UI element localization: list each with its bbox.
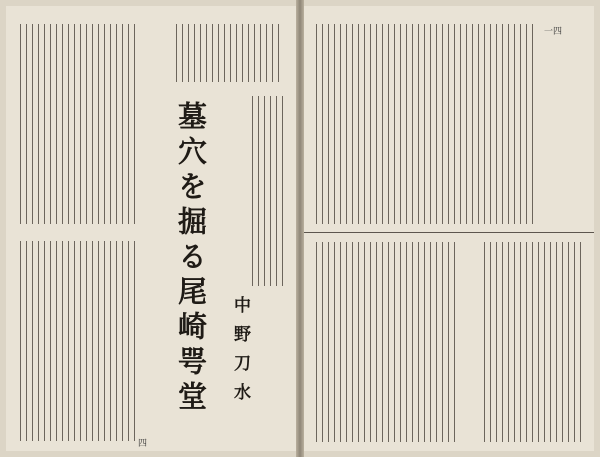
text-column [74, 24, 75, 224]
text-column [282, 96, 283, 286]
text-column [412, 24, 413, 224]
text-column [328, 24, 329, 224]
text-column [26, 24, 27, 224]
text-column [62, 241, 63, 441]
text-column [110, 24, 111, 224]
text-column [496, 242, 497, 442]
text-column [128, 241, 129, 441]
text-column [442, 24, 443, 224]
text-column [56, 24, 57, 224]
text-column [98, 241, 99, 441]
text-column [224, 24, 225, 82]
right-page-number: 一四 [544, 27, 563, 37]
text-column [272, 24, 273, 82]
text-column [382, 24, 383, 224]
text-column [526, 242, 527, 442]
text-column [322, 242, 323, 442]
text-column [508, 242, 509, 442]
text-column [176, 24, 177, 82]
text-column [376, 24, 377, 224]
text-column [104, 24, 105, 224]
text-column [520, 24, 521, 224]
text-column [110, 241, 111, 441]
text-column [254, 24, 255, 82]
text-column [340, 242, 341, 442]
text-column [182, 24, 183, 82]
text-column [358, 242, 359, 442]
text-column [436, 242, 437, 442]
text-column [258, 96, 259, 286]
text-column [68, 241, 69, 441]
text-column [38, 241, 39, 441]
text-column [364, 24, 365, 224]
text-column [562, 242, 563, 442]
text-column [104, 241, 105, 441]
text-column [56, 241, 57, 441]
text-column [418, 24, 419, 224]
text-column [134, 241, 135, 441]
text-column [394, 242, 395, 442]
text-column [264, 96, 265, 286]
text-column [206, 24, 207, 82]
text-column [508, 24, 509, 224]
text-column [334, 242, 335, 442]
text-column [134, 24, 135, 224]
text-column [538, 242, 539, 442]
text-column [406, 24, 407, 224]
text-column [502, 24, 503, 224]
text-column [370, 24, 371, 224]
text-column [412, 242, 413, 442]
text-column [122, 24, 123, 224]
right-page [304, 6, 594, 451]
text-column [80, 241, 81, 441]
text-column [454, 24, 455, 224]
article-title: 墓穴を掘る尾崎咢堂 [174, 101, 208, 416]
text-column [230, 24, 231, 82]
text-column [448, 24, 449, 224]
text-column [98, 24, 99, 224]
text-column [388, 242, 389, 442]
text-column [496, 24, 497, 224]
text-column [514, 242, 515, 442]
text-column [490, 242, 491, 442]
text-column [212, 24, 213, 82]
text-column [430, 24, 431, 224]
text-column [276, 96, 277, 286]
left-page-number: 四 [138, 439, 148, 449]
text-column [92, 241, 93, 441]
text-column [466, 24, 467, 224]
text-column [340, 24, 341, 224]
text-column [316, 242, 317, 442]
text-column [532, 24, 533, 224]
text-column [358, 24, 359, 224]
text-column [252, 96, 253, 286]
text-column [406, 242, 407, 442]
text-column [532, 242, 533, 442]
text-column [442, 242, 443, 442]
text-column [86, 24, 87, 224]
text-column [574, 242, 575, 442]
text-column [188, 24, 189, 82]
text-column [270, 96, 271, 286]
text-column [400, 242, 401, 442]
text-column [556, 242, 557, 442]
text-column [370, 242, 371, 442]
text-column [484, 242, 485, 442]
text-column [38, 24, 39, 224]
text-column [490, 24, 491, 224]
text-column [116, 241, 117, 441]
text-column [472, 24, 473, 224]
text-column [364, 242, 365, 442]
text-column [80, 24, 81, 224]
text-column [550, 242, 551, 442]
text-column [50, 24, 51, 224]
text-column [424, 242, 425, 442]
text-column [278, 24, 279, 82]
text-column [62, 24, 63, 224]
text-column [26, 241, 27, 441]
text-column [218, 24, 219, 82]
text-column [514, 24, 515, 224]
text-column [400, 24, 401, 224]
text-column [236, 24, 237, 82]
text-column [454, 242, 455, 442]
text-column [568, 242, 569, 442]
text-column [50, 241, 51, 441]
text-column [44, 241, 45, 441]
gutter [296, 0, 304, 457]
text-column [68, 24, 69, 224]
text-column [424, 24, 425, 224]
text-column [418, 242, 419, 442]
text-column [388, 24, 389, 224]
text-column [32, 24, 33, 224]
text-column [460, 24, 461, 224]
text-column [20, 241, 21, 441]
text-column [194, 24, 195, 82]
text-column [328, 242, 329, 442]
text-column [382, 242, 383, 442]
text-column [122, 241, 123, 441]
text-column [544, 242, 545, 442]
text-column [580, 242, 581, 442]
text-column [436, 24, 437, 224]
text-column [484, 24, 485, 224]
section-divider [304, 232, 594, 233]
text-column [316, 24, 317, 224]
text-column [448, 242, 449, 442]
text-column [128, 24, 129, 224]
text-column [334, 24, 335, 224]
text-column [260, 24, 261, 82]
text-column [92, 24, 93, 224]
text-column [430, 242, 431, 442]
text-column [242, 24, 243, 82]
text-column [74, 241, 75, 441]
text-column [266, 24, 267, 82]
text-column [478, 24, 479, 224]
text-column [116, 24, 117, 224]
text-column [86, 241, 87, 441]
text-column [20, 24, 21, 224]
text-column [32, 241, 33, 441]
text-column [44, 24, 45, 224]
left-page [6, 6, 296, 451]
text-column [352, 242, 353, 442]
article-author: 中野刀水 [230, 296, 250, 412]
text-column [352, 24, 353, 224]
text-column [526, 24, 527, 224]
text-column [248, 24, 249, 82]
text-column [200, 24, 201, 82]
text-column [346, 242, 347, 442]
text-column [520, 242, 521, 442]
text-column [394, 24, 395, 224]
text-column [502, 242, 503, 442]
text-column [346, 24, 347, 224]
text-column [376, 242, 377, 442]
text-column [322, 24, 323, 224]
